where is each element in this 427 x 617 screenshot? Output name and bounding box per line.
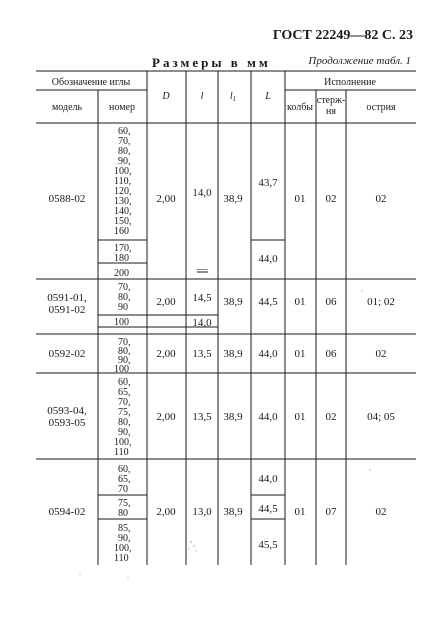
header-execution: Исполнение [324, 77, 376, 88]
D-cell: 2,00 [156, 411, 176, 423]
svg-text:150,: 150, [114, 216, 132, 227]
svg-text:170,: 170, [114, 243, 132, 254]
l-cell: 14,0 [192, 187, 212, 199]
l-cell-2: 14,0 [192, 317, 212, 329]
svg-text:70,: 70, [118, 282, 131, 293]
l-cell: 13,0 [192, 506, 212, 518]
svg-text:80: 80 [118, 508, 128, 519]
L-cell-2: 44,0 [258, 253, 278, 265]
l-cell: 14,5 [192, 292, 212, 304]
table-row [47, 282, 395, 329]
svg-text:90,: 90, [118, 427, 131, 438]
svg-text:60,: 60, [118, 464, 131, 475]
L-cell-2: 44,5 [258, 503, 278, 515]
header-needle-designation: Обозначение иглы [51, 77, 131, 88]
tip-cell: 02 [375, 348, 387, 360]
number-list [114, 464, 132, 564]
l1-cell: 38,9 [223, 411, 243, 423]
table-title: Размеры в мм [152, 55, 271, 70]
page-header: ГОСТ 22249—82 С. 23 [272, 28, 413, 43]
D-cell: 2,00 [156, 348, 176, 360]
header-l1: $l_1$ [229, 91, 237, 103]
header-l: l [200, 91, 204, 102]
svg-text:100,: 100, [114, 166, 132, 177]
shaft-cell: 07 [325, 506, 337, 518]
svg-text:70,: 70, [118, 397, 131, 408]
flask-cell: 01 [294, 296, 306, 308]
svg-text:200: 200 [114, 268, 129, 279]
svg-text:180: 180 [114, 253, 129, 264]
tip-cell: 02 [375, 193, 387, 205]
svg-text:110: 110 [114, 553, 129, 564]
l1-cell: 38,9 [223, 193, 243, 205]
l-cell-dash: — [196, 263, 208, 275]
svg-text:75,: 75, [118, 498, 131, 509]
tip-cell: 01; 02 [367, 296, 395, 308]
D-cell: 2,00 [156, 506, 176, 518]
svg-text:80,: 80, [118, 146, 131, 157]
header-shaft-2: ня [326, 106, 336, 117]
shaft-cell: 06 [325, 296, 337, 308]
header-shaft: стерж- [316, 95, 346, 106]
number-list [114, 282, 131, 328]
header-L: L [265, 91, 271, 102]
model-cell: 0591-01, [47, 292, 87, 304]
flask-cell: 01 [294, 193, 306, 205]
shaft-cell: 02 [325, 411, 337, 423]
svg-text:90: 90 [118, 302, 128, 313]
svg-text:90,: 90, [118, 533, 131, 544]
l-cell: 13,5 [192, 348, 212, 360]
svg-text:70,: 70, [118, 337, 131, 348]
L-cell: 44,0 [258, 348, 278, 360]
svg-text:100,: 100, [114, 437, 132, 448]
svg-text:160: 160 [114, 226, 129, 237]
header-tip: острия [366, 102, 396, 113]
table-continuation-note: Продолжение табл. 1 [308, 55, 411, 67]
svg-text:85,: 85, [118, 523, 131, 534]
svg-text:70,: 70, [118, 136, 131, 147]
svg-text:60,: 60, [118, 377, 131, 388]
L-cell-3: 45,5 [258, 539, 278, 551]
svg-text:80,: 80, [118, 346, 131, 357]
L-cell: 43,7 [258, 177, 278, 189]
flask-cell: 01 [294, 411, 306, 423]
header-model: модель [51, 102, 83, 113]
number-list [114, 377, 132, 458]
model-cell: 0594-02 [48, 506, 86, 518]
svg-text:75,: 75, [118, 407, 131, 418]
svg-text:100,: 100, [114, 543, 132, 554]
flask-cell: 01 [294, 506, 306, 518]
L-cell: 44,0 [258, 473, 278, 485]
table-row [47, 377, 395, 458]
model-cell: 0588-02 [48, 193, 86, 205]
svg-text:100: 100 [114, 317, 129, 328]
svg-text:70: 70 [118, 484, 128, 495]
shaft-cell: 02 [325, 193, 337, 205]
header-flask: колбы [286, 102, 314, 113]
D-cell: 2,00 [156, 193, 176, 205]
tip-cell: 04; 05 [367, 411, 395, 423]
svg-text:65,: 65, [118, 387, 131, 398]
svg-text:90,: 90, [118, 355, 131, 366]
model-cell-2: 0593-05 [48, 417, 86, 429]
number-list [114, 126, 132, 279]
model-cell-2: 0591-02 [48, 304, 86, 316]
header-D: D [162, 91, 170, 102]
svg-text:65,: 65, [118, 474, 131, 485]
shaft-cell: 06 [325, 348, 337, 360]
tip-cell: 02 [375, 506, 387, 518]
l1-cell: 38,9 [223, 348, 243, 360]
svg-text:80,: 80, [118, 292, 131, 303]
svg-text:110,: 110, [114, 176, 132, 187]
svg-text:80,: 80, [118, 417, 131, 428]
header-number: номер [109, 102, 135, 113]
svg-text:120,: 120, [114, 186, 132, 197]
model-cell: 0592-02 [48, 348, 86, 360]
l1-cell: 38,9 [223, 296, 243, 308]
svg-text:110: 110 [114, 447, 129, 458]
l-cell: 13,5 [192, 411, 212, 423]
model-cell: 0593-04, [47, 405, 87, 417]
svg-text:130,: 130, [114, 196, 132, 207]
svg-text:90,: 90, [118, 156, 131, 167]
svg-text:60,: 60, [118, 126, 131, 137]
number-list [114, 337, 131, 375]
L-cell: 44,0 [258, 411, 278, 423]
svg-text:100: 100 [114, 364, 129, 375]
D-cell: 2,00 [156, 296, 176, 308]
l1-cell: 38,9 [223, 506, 243, 518]
svg-text:140,: 140, [114, 206, 132, 217]
flask-cell: 01 [294, 348, 306, 360]
L-cell: 44,5 [258, 296, 278, 308]
